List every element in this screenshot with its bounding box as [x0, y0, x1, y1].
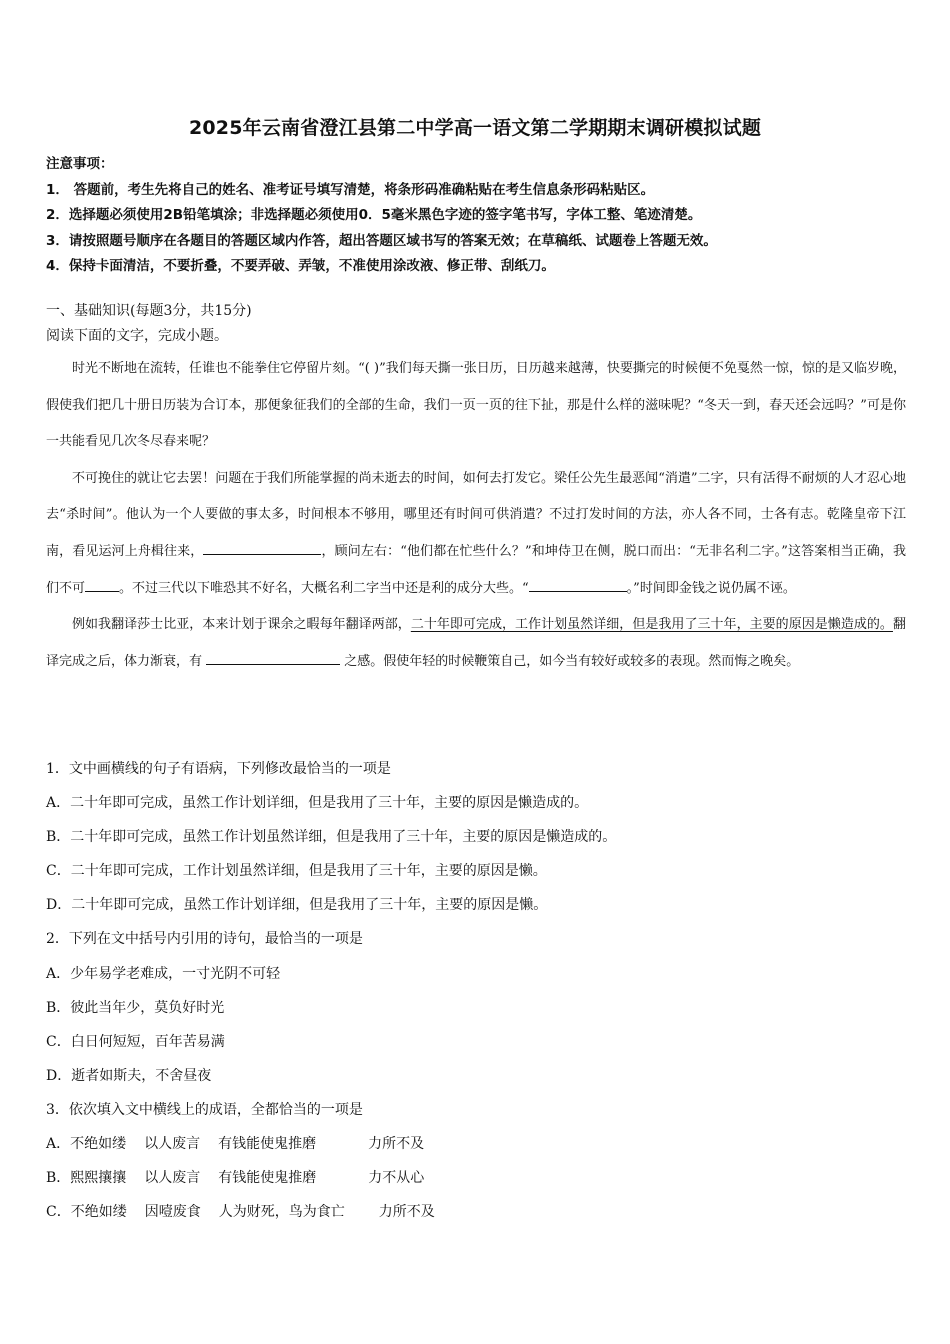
question-stem: 2．下列在文中括号内引用的诗句，最恰当的一项是 — [46, 931, 363, 948]
question-option: B．彼此当年少，莫负好时光 — [46, 999, 225, 1016]
question-option: C．二十年即可完成，工作计划虽然详细，但是我用了三十年，主要的原因是懒。 — [46, 863, 547, 880]
option-term: 力所不及 — [378, 1204, 435, 1221]
passage-paragraph-1: 时光不断地在流转，任谁也不能拳住它停留片刻。“( )”我们每天撕一张日历，日历越来越薄，快要撕完的时候便不免戛然一惊，惊的是又临岁晚，假使我们把几十册日历装为合订本，那便象征我们的全部的生命，我们一页一页的往下扯，那是什么样的滋味呢？“冬天一到，春天还会远吗？”可是你一共能看见几次冬尽春来呢？ — [46, 361, 906, 450]
notice-heading: 注意事项： — [46, 156, 114, 172]
fill-blank-2 — [85, 577, 119, 592]
section-intro: 阅读下面的文字，完成小题。 — [46, 328, 228, 344]
option-term: 有钱能使鬼推磨 — [218, 1136, 317, 1153]
question-option — [46, 1127, 906, 1161]
question-stem: 1．文中画横线的句子有语病，下列修改最恰当的一项是 — [46, 761, 391, 777]
option-term: 有钱能使鬼推磨 — [218, 1170, 317, 1187]
question-option: D．逝者如斯夫，不舍昼夜 — [46, 1067, 212, 1084]
reading-passage — [46, 351, 906, 680]
option-term: 因噎废食 — [144, 1204, 201, 1221]
notice-item: 1． 答题前，考生先将自己的姓名、准考证号填写清楚，将条形码准确粘贴在考生信息条形码粘贴区。 — [46, 181, 655, 198]
option-term: 力不从心 — [368, 1170, 425, 1187]
fill-blank-3 — [529, 577, 627, 592]
option-label: A． — [46, 1136, 71, 1153]
passage-text: 之感。假使年轻的时候鞭策自己，如今当有较好或较多的表现。然而悔之晚矣。 — [344, 653, 800, 669]
notice-block — [46, 152, 906, 280]
option-label: B． — [46, 1170, 71, 1187]
question-list — [46, 752, 906, 1229]
option-term: 不绝如缕 — [70, 1204, 127, 1221]
question-option: D．二十年即可完成，虽然工作计划详细，但是我用了三十年，主要的原因是懒。 — [46, 897, 548, 914]
passage-text: 例如我翻译莎士比亚，本来计划于课余之暇每年翻译两部， — [72, 617, 411, 633]
question-stem: 3．依次填入文中横线上的成语，全都恰当的一项是 — [46, 1101, 363, 1118]
notice-item: 4．保持卡面清洁，不要折叠，不要弄破、弄皱，不准使用涂改液、修正带、刮纸刀。 — [46, 258, 555, 274]
option-term: 不绝如缕 — [70, 1136, 127, 1153]
option-label: C． — [46, 1204, 71, 1221]
question-option: C．白日何短短，百年苦易满 — [46, 1033, 225, 1050]
section-heading: 一、基础知识(每题3分，共15分) — [46, 303, 252, 319]
passage-paragraph-3 — [46, 607, 906, 680]
question-option: B．二十年即可完成，虽然工作计划虽然详细，但是我用了三十年，主要的原因是懒造成的。 — [46, 829, 617, 846]
question-option: A．二十年即可完成，虽然工作计划详细，但是我用了三十年，主要的原因是懒造成的。 — [46, 795, 589, 812]
option-term: 以人废言 — [144, 1170, 201, 1187]
option-term: 熙熙攘攘 — [70, 1170, 127, 1187]
underlined-sentence: 二十年即可完成，工作计划虽然详细，但是我用了三十年，主要的原因是懒造成的。 — [410, 617, 893, 633]
passage-text: 。”时间即金钱之说仍属不诬。 — [626, 580, 796, 596]
notice-item: 3．请按照题号顺序在各题目的答题区域内作答，超出答题区域书写的答案无效；在草稿纸、试题卷上答题无效。 — [46, 232, 717, 249]
question-option — [46, 1195, 906, 1229]
passage-text: 不可挽住的就让它去罢！问题在于我们所能掌握的尚未逝去的时间，如何去打发它。梁任公先生最恶闻“消遣”二字，只有活得不耐烦的人才忍心地去“杀时间”。他认为一个人要做的事太多，时间根本不够用，哪里还有时间可供消遣？不过打发时间的方法，亦人各不同，士各有志。乾隆皇帝下江南，看见运河上舟楫往来， — [46, 470, 906, 559]
passage-text: 。不过三代以下唯恐其不好名，大概名利二字当中还是利的成分大些。“ — [119, 580, 529, 596]
passage-text: ，顾问左右：“他们都在忙些什么？”和坤侍卫在侧，脱口而出：“无非名利二字。”这答案相当正确，我们不可 — [46, 543, 906, 596]
question-option: A．少年易学老难成，一寸光阴不可轻 — [46, 965, 281, 982]
option-term: 以人废言 — [144, 1136, 201, 1153]
fill-blank-1 — [203, 540, 321, 555]
passage-paragraph-2 — [46, 461, 906, 607]
page-title: 2025年云南省澄江县第二中学高一语文第二学期期末调研模拟试题 — [188, 117, 762, 139]
option-term: 力所不及 — [368, 1136, 425, 1153]
question-option — [46, 1161, 906, 1195]
notice-item: 2．选择题必须使用2B铅笔填涂；非选择题必须使用0．5毫米黑色字迹的签字笔书写，字体工整、笔迹清楚。 — [46, 207, 702, 223]
option-term: 人为财死，鸟为食亡 — [218, 1204, 345, 1221]
fill-blank-4 — [206, 650, 340, 665]
passage-text: 翻译完成之后，体力渐衰，有 — [46, 617, 906, 669]
